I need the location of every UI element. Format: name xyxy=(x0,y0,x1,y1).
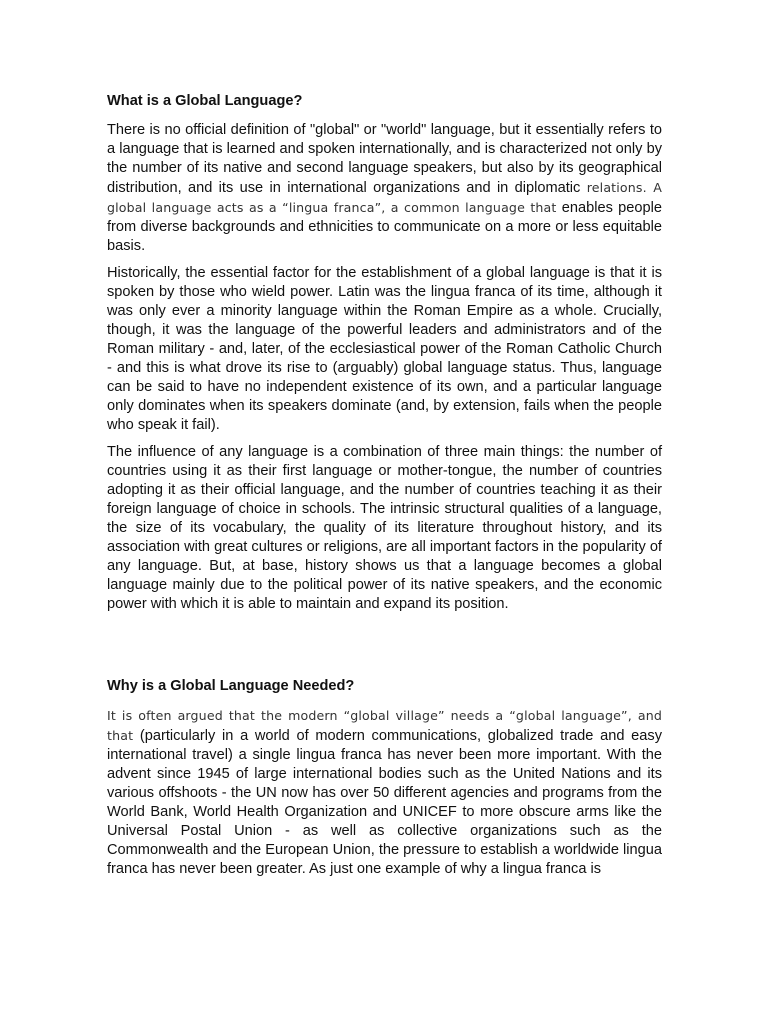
paragraph-text: enables people from diverse backgrounds and ethnicities to communicate on a more or less equitable basis. xyxy=(107,200,662,254)
section-why-global-language-needed xyxy=(107,677,662,879)
section-what-is-global-language xyxy=(107,92,662,614)
paragraph-history: Historically, the essential factor for the establishment of a global language is that it is spoken by those who wield power. Latin was the lingua franca of its time, although it was only ever a minority language within the Roman Empire as a whole. Crucially, though, it was the language of the powerful leaders and administrators and of the Roman military - and, later, of the ecclesiastical power of the Roman Catholic Church - and this is what drove its rise to (arguably) global language status. Thus, language can be said to have no independent existence of its own, and a particular language only dominates when its speakers dominate (and, by extension, fails when the people who speak it fail). xyxy=(107,265,662,433)
paragraph-text: (particularly in a world of modern communications, globalized trade and easy international travel) a single lingua franca has never been more important. With the advent since 1945 of large international bodies such as the United Nations and its various offshoots - the UN now has over 50 different agencies and programs from the World Bank, World Health Organization and UNICEF to more obscure arms like the Universal Postal Union - as well as collective organizations such as the Commonwealth and the European Union, the pressure to establish a worldwide lingua franca has never been greater. As just one example of why a lingua franca is xyxy=(107,728,662,877)
paragraph-definition xyxy=(107,121,662,256)
paragraph-global-village xyxy=(107,706,662,879)
paragraph-text-global-village: It is often argued that the modern “global village” needs a “global language”, and that xyxy=(107,708,662,743)
paragraph-text-lingua-franca: relations. A global language acts as a “lingua franca”, a common language that xyxy=(107,180,662,215)
section-heading: Why is a Global Language Needed? xyxy=(107,678,355,694)
section-heading: What is a Global Language? xyxy=(107,93,303,109)
paragraph-influence: The influence of any language is a combination of three main things: the number of countries using it as their first language or mother-tongue, the number of countries adopting it as their official language, and the number of countries teaching it as their foreign language of choice in schools. The intrinsic structural qualities of a language, the size of its vocabulary, the quality of its literature throughout history, and its association with great cultures or religions, are all important factors in the popularity of any language. But, at base, history shows us that a language becomes a global language mainly due to the political power of its native speakers, and the economic power with which it is able to maintain and expand its position. xyxy=(107,444,662,612)
paragraph-text: There is no official definition of "global" or "world" language, but it essentially refers to a language that is learned and spoken internationally, and is characterized not only by the number of its native and second language speakers, but also by its geographical distribution, and its use in international organizations and in diplomatic xyxy=(107,122,662,196)
